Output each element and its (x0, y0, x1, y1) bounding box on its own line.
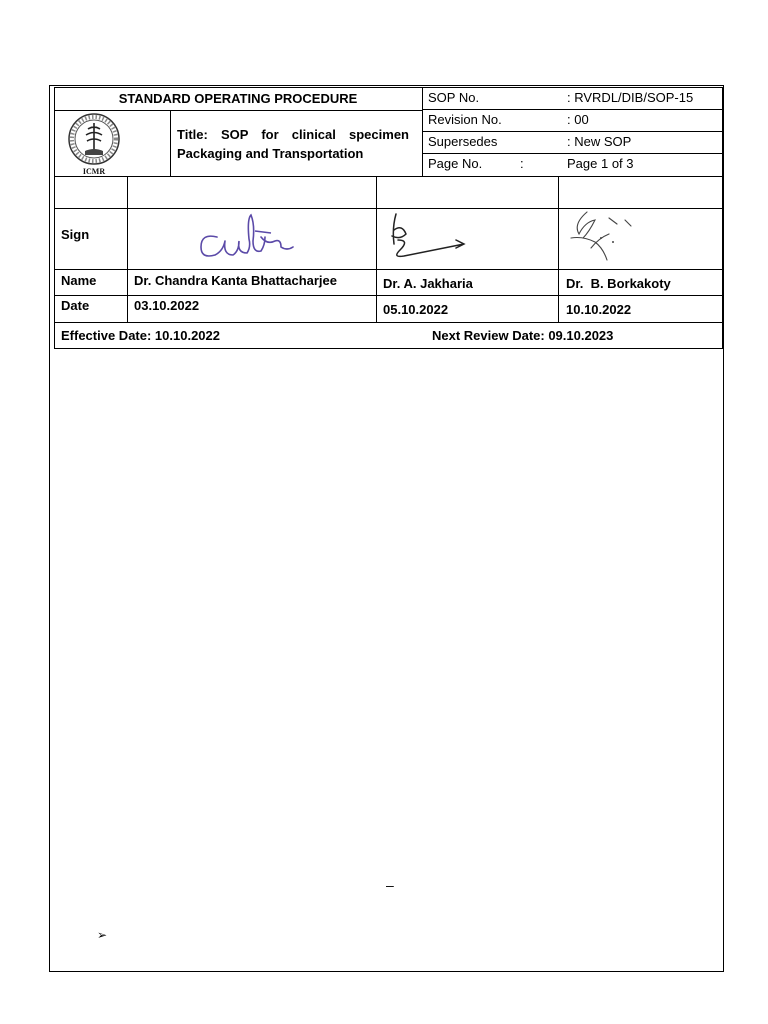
sop-no-label: SOP No. (428, 90, 480, 105)
supersedes-label: Supersedes (428, 134, 498, 149)
col-line (376, 176, 377, 322)
row-line (54, 176, 722, 177)
name-reviewer: Dr. A. Jakharia (383, 276, 473, 291)
supersedes-value: : New SOP (567, 134, 632, 149)
table-bottom-border (54, 348, 723, 349)
table-right-border (722, 87, 723, 348)
col-line (558, 176, 559, 322)
logo-caption: ICMR (82, 167, 106, 176)
signature-borkakoty-icon (565, 208, 639, 268)
sop-no-value: : RVRDL/DIB/SOP-15 (567, 90, 694, 105)
row-line (54, 322, 722, 323)
sop-title: Title: SOP for clinical specimen Packaging and Transportation (177, 127, 409, 161)
date-reviewer: 05.10.2022 (383, 302, 449, 317)
col-line (127, 176, 128, 322)
sign-label: Sign (61, 227, 90, 242)
signature-jakharia-icon (384, 210, 470, 266)
revision-no-value: : 00 (567, 112, 589, 127)
page-no-label: Page No. (428, 156, 483, 171)
name-label: Name (61, 273, 97, 288)
table-top-border (54, 87, 723, 88)
doc-type-heading: STANDARD OPERATING PROCEDURE (118, 91, 358, 106)
row-line (54, 269, 722, 270)
stray-dash: – (386, 877, 394, 893)
col-line (422, 87, 423, 176)
icmr-logo (58, 111, 130, 177)
name-approver: Dr. B. Borkakoty (566, 276, 671, 291)
revision-no-label: Revision No. (428, 112, 502, 127)
date-author: 03.10.2022 (134, 298, 200, 313)
name-author: Dr. Chandra Kanta Bhattacharjee (134, 273, 338, 288)
row-line (422, 109, 722, 110)
signature-bhattacharjee-icon (195, 211, 300, 267)
effective-date: Effective Date: 10.10.2022 (61, 328, 220, 343)
date-label: Date (61, 298, 90, 313)
next-review-date: Next Review Date: 09.10.2023 (432, 328, 614, 343)
col-line (170, 110, 171, 176)
bullet-arrow-icon: ➢ (97, 928, 108, 942)
row-line (54, 295, 722, 296)
row-line (422, 131, 722, 132)
table-left-border (54, 87, 55, 348)
page-no-value: Page 1 of 3 (567, 156, 634, 171)
icmr-emblem-icon (58, 111, 130, 177)
row-line (422, 153, 722, 154)
date-approver: 10.10.2022 (566, 302, 632, 317)
page-no-separator: : (520, 156, 524, 171)
